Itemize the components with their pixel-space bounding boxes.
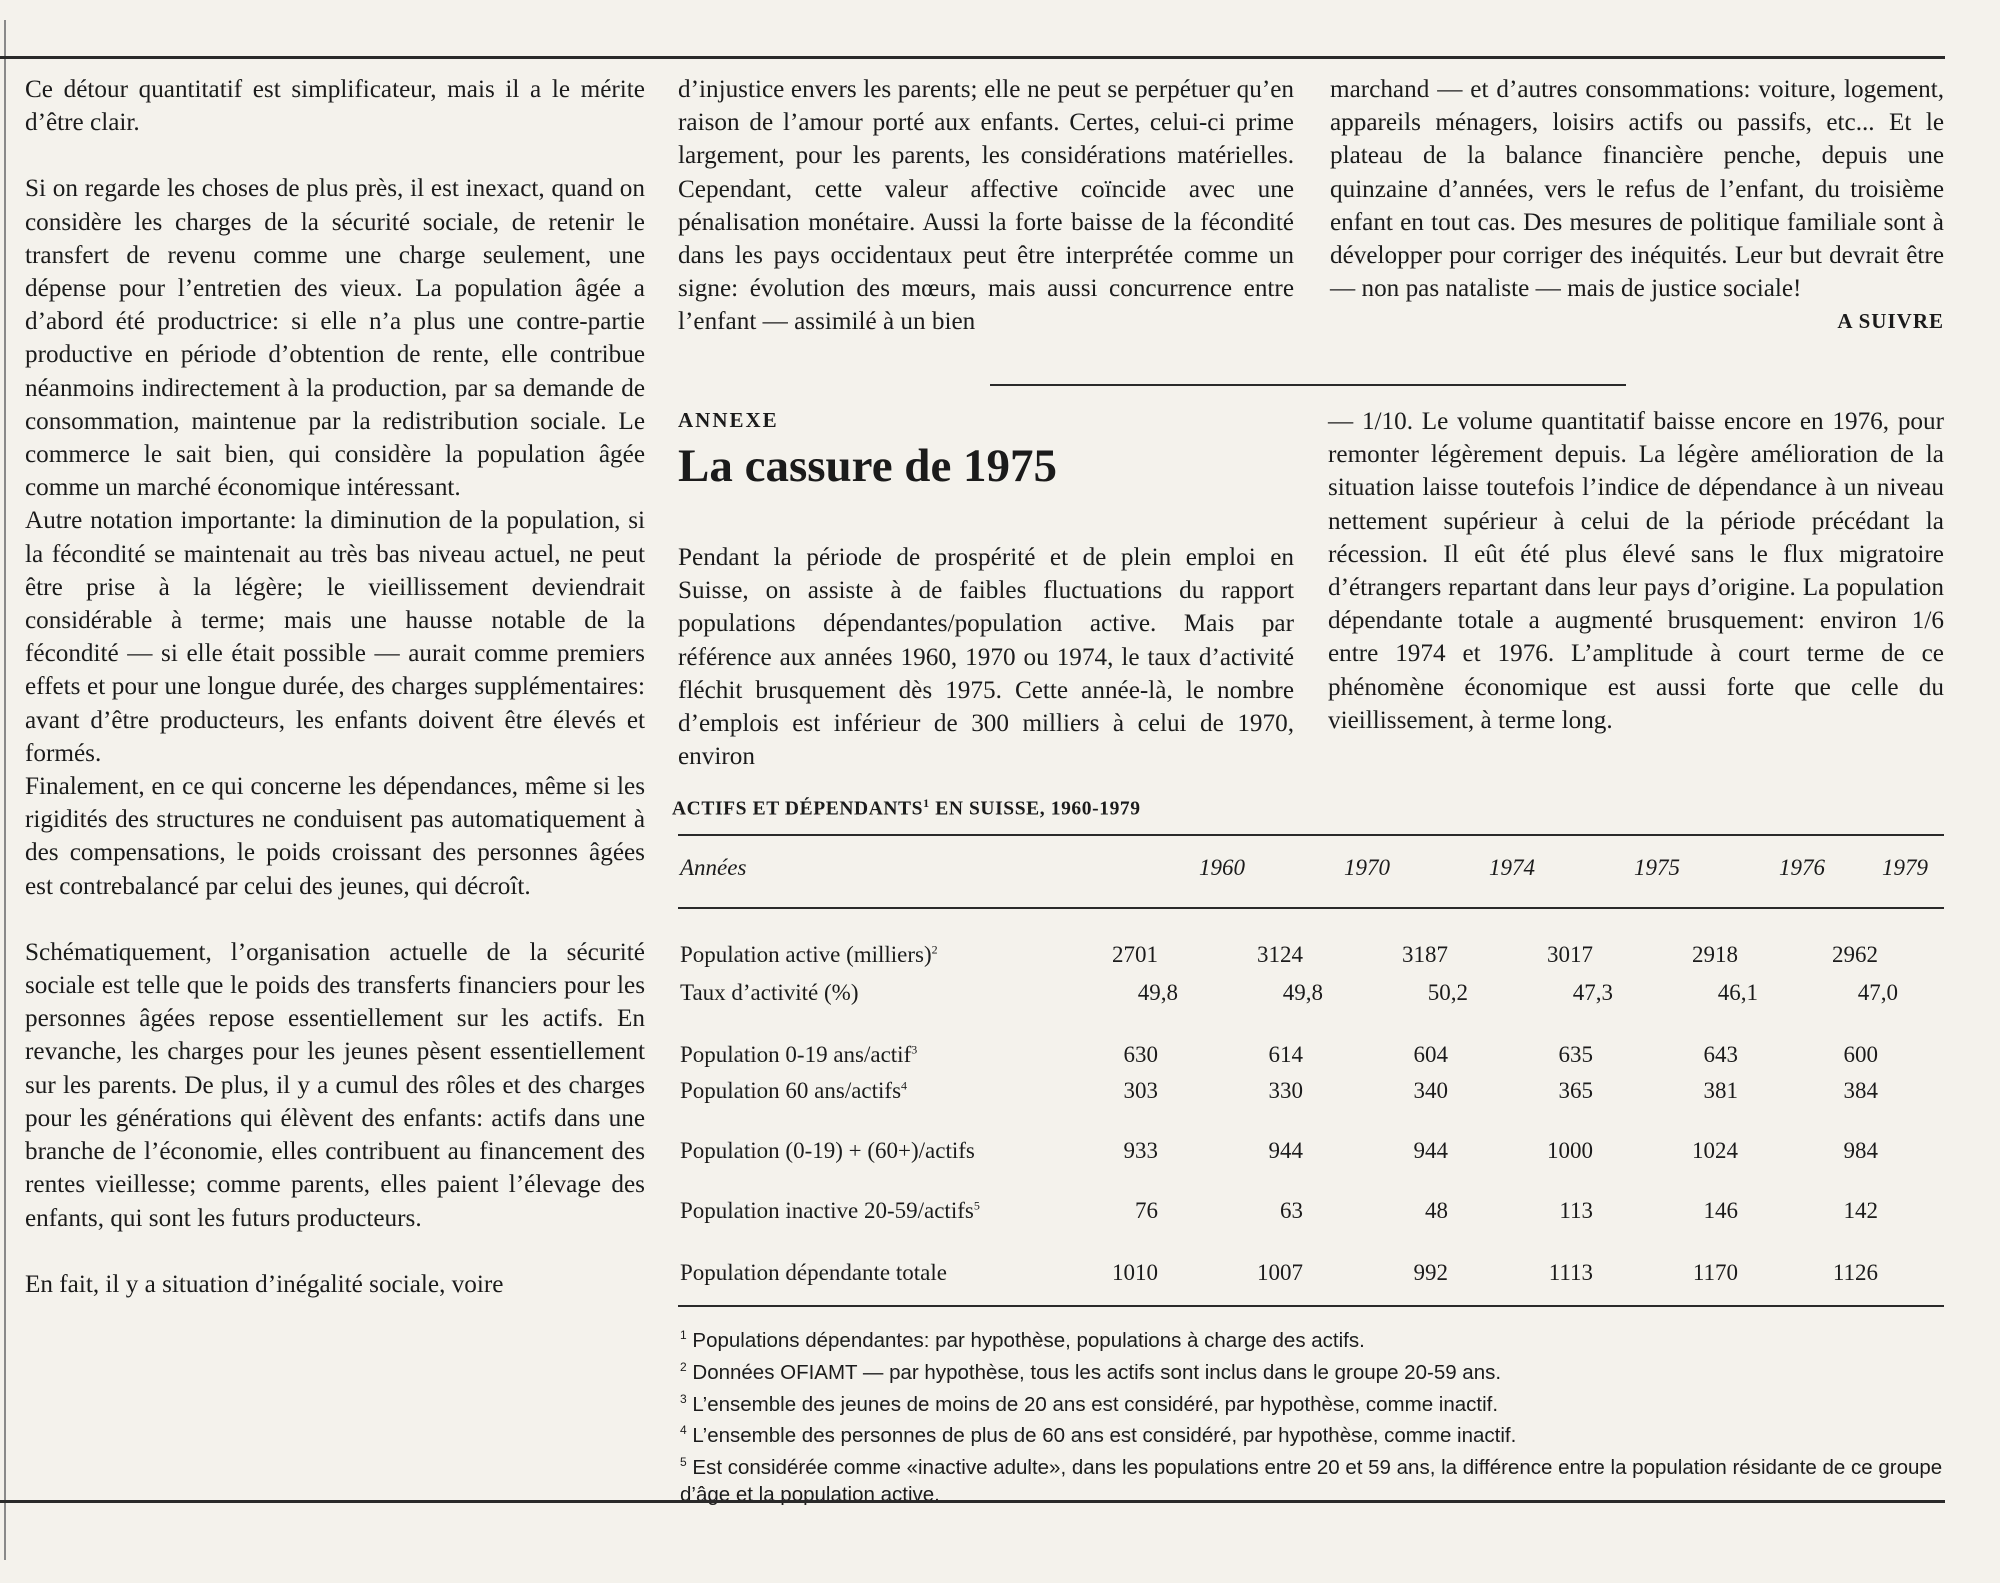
cell-value: 1024	[1692, 1138, 1738, 1163]
paragraph: En fait, il y a situation d’inégalité sociale, voire	[25, 1270, 504, 1298]
cell-value: 76	[1135, 1198, 1158, 1223]
cell-value: 3187	[1402, 942, 1448, 967]
cell-value: 1170	[1692, 1260, 1738, 1285]
cell-value: 46,1	[1717, 980, 1758, 1005]
cell-value: 146	[1703, 1198, 1738, 1223]
cell-value: 47,0	[1857, 980, 1898, 1005]
cell-value: 3124	[1257, 942, 1303, 967]
cell-value: 47,3	[1572, 980, 1613, 1005]
paragraph: Ce détour quantitatif est simplificateur, mais il a le mérite d’être clair.	[25, 76, 645, 137]
cell-value: 365	[1558, 1078, 1593, 1103]
table-title-sub: EN SUISSE, 1960-1979	[929, 798, 1141, 820]
table-bottom-rule	[678, 1305, 1944, 1307]
cell-value: 1126	[1832, 1260, 1878, 1285]
annexe-title: La cassure de 1975	[678, 440, 1058, 492]
cell-value: 49,8	[1137, 980, 1178, 1005]
year-header: 1960	[1199, 855, 1245, 880]
table-row	[680, 1198, 1946, 1232]
cell-value: 340	[1413, 1078, 1448, 1103]
table-row	[680, 980, 1946, 1014]
footnotes	[680, 1322, 1950, 1508]
table-row	[680, 1138, 1946, 1172]
cell-value: 1000	[1547, 1138, 1593, 1163]
footnote: $^3$ L’ensemble des jeunes de moins de 20 ans est considéré, par hypothèse, comme inactif.	[680, 1391, 1499, 1416]
cell-value: 384	[1843, 1078, 1878, 1103]
row-label: Population dépendante totale	[680, 1260, 947, 1285]
cell-value: 2962	[1832, 942, 1878, 967]
paragraph: marchand — et d’autres consommations: voiture, logement, appareils ménagers, loisirs actifs ou passifs, etc... Et le plateau de la balance financière penche, depuis une quinzaine d’années, vers le refus de l’enfant, du troisième enfant en tout cas. Des mesures de politique familiale sont à développer pour corriger des inéquités. Leur but devrait être — non pas nataliste — mais de justice sociale!	[1330, 76, 1944, 303]
table-row	[680, 942, 1946, 976]
cell-value: 614	[1268, 1042, 1303, 1067]
cell-value: 1007	[1257, 1260, 1303, 1285]
cell-value: 3017	[1547, 942, 1593, 967]
cell-value: 944	[1268, 1138, 1303, 1163]
top-rule	[0, 56, 1945, 59]
bottom-rule	[0, 1500, 1945, 1503]
table-title	[672, 796, 1141, 821]
year-header: 1974	[1489, 855, 1535, 880]
paragraph: d’injustice envers les parents; elle ne peut se perpétuer qu’en raison de l’amour porté aux enfants. Certes, celui-ci prime largement, pour les parents, les considérations matérielles. Cependant, cette valeur affective coïncide avec une pénalisation monétaire. Aussi la forte baisse de la fécondité dans les pays occidentaux peut être interprétée comme un signe: évolution des mœurs, mais aussi concurrence entre l’enfant — assimilé à un bien	[678, 76, 1294, 336]
cell-value: 63	[1280, 1198, 1303, 1223]
annexe-left-text	[678, 541, 1294, 773]
left-column	[25, 73, 645, 1301]
row-label: Population (0-19) + (60+)/actifs	[680, 1138, 975, 1163]
table-row	[680, 1078, 1946, 1112]
table-title-footnote: 1	[923, 796, 930, 810]
row-label: Population 0-19 ans/actif$^3$	[680, 1042, 918, 1067]
cell-value: 600	[1843, 1042, 1878, 1067]
cell-value: 984	[1843, 1138, 1878, 1163]
paragraph: Si on regarde les choses de plus près, il est inexact, quand on considère les charges de la sécurité sociale, de retenir le transfert de revenu comme une charge seulement, une dépense pour l’entretien des vieux. La population âgée a d’abord été productrice: si elle n’a plus une contre-partie productive en période d’obtention de rente, elle contribue néanmoins indirectement à la production, par sa demande de consommation, maintenue par la redistribution sociale. Le commerce le sait bien, qui considère la population âgée comme un marché économique intéressant.	[25, 175, 645, 502]
table-title-main: ACTIFS ET DÉPENDANTS	[672, 798, 924, 820]
cell-value: 933	[1123, 1138, 1158, 1163]
cell-value: 2701	[1112, 942, 1158, 967]
footnote: $^4$ L’ensemble des personnes de plus de 60 ans est considéré, par hypothèse, comme inactif.	[680, 1423, 1517, 1448]
cell-value: 630	[1123, 1042, 1158, 1067]
footnote: $^2$ Données OFIAMT — par hypothèse, tous les actifs sont inclus dans le groupe 20-59 ans.	[680, 1359, 1502, 1384]
row-label: Population active (milliers)$^2$	[680, 942, 938, 967]
paragraph: Pendant la période de prospérité et de plein emploi en Suisse, on assiste à de faibles fluctuations du rapport populations dépendantes/population active. Mais par référence aux années 1960, 1970 ou 1974, le taux d’activité fléchit brusquement dès 1975. Cette année-là, le nombre d’emplois est inférieur de 300 milliers à celui de 1970, environ	[678, 544, 1294, 771]
footnote: $^1$ Populations dépendantes: par hypothèse, populations à charge des actifs.	[680, 1328, 1365, 1352]
cell-value: 49,8	[1282, 980, 1323, 1005]
table-row	[680, 1260, 1946, 1294]
cell-value: 113	[1559, 1198, 1593, 1223]
row-label: Population 60 ans/actifs$^4$	[680, 1078, 908, 1103]
cell-value: 142	[1843, 1198, 1878, 1223]
paragraph: Finalement, en ce qui concerne les dépendances, même si les rigidités des structures ne conduisent pas automatiquement à des compensations, le poids croissant des personnes âgées est contrebalancé par celui des jeunes, qui décroît.	[25, 773, 645, 900]
cell-value: 50,2	[1427, 980, 1468, 1005]
cell-value: 1113	[1548, 1260, 1593, 1285]
paragraph: — 1/10. Le volume quantitatif baisse encore en 1976, pour remonter légèrement depuis. La légère amélioration de la situation laisse toutefois l’indice de dépendance à un niveau nettement supérieur à celui de la période précédant la récession. Il eût été plus élevé sans le flux migratoire d’étrangers repartant dans leur pays d’origine. La population dépendante totale a augmenté brusquement: environ 1/6 entre 1974 et 1976. L’amplitude à court terme de ce phénomène économique est aussi forte que celle du vieillissement, à terme long.	[1328, 408, 1944, 734]
cell-value: 2918	[1692, 942, 1738, 967]
table-row	[680, 1042, 1946, 1076]
annexe-label: ANNEXE	[678, 408, 779, 432]
a-suivre: A SUIVRE	[1837, 309, 1944, 334]
cell-value: 992	[1413, 1260, 1448, 1285]
year-header: 1970	[1344, 855, 1390, 880]
year-header: 1975	[1634, 855, 1680, 880]
middle-column-top	[678, 73, 1294, 339]
cell-value: 48	[1425, 1198, 1448, 1223]
cell-value: 604	[1413, 1042, 1448, 1067]
year-header: 1976	[1779, 855, 1825, 880]
paragraph: Autre notation importante: la diminution de la population, si la fécondité se maintenait au très bas niveau actuel, ne peut être prise à la légère; le vieillissement deviendrait considérable à terme; mais une hausse notable de la fécondité — si elle était possible — aurait comme premiers effets et pour une longue durée, des charges supplémentaires: avant d’être producteurs, les enfants doivent être élevés et formés.	[25, 507, 645, 767]
page-edge	[4, 20, 6, 1560]
paragraph: Schématiquement, l’organisation actuelle de la sécurité sociale est telle que le poids des transferts financiers pour les personnes âgées repose essentiellement sur les actifs. En revanche, les charges pour les jeunes pèsent essentiellement sur les parents. De plus, il y a cumul des rôles et des charges pour les générations qui élèvent des enfants: actifs dans une branche de l’économie, elles contribuent au financement des rentes vieillesse; comme parents, elles paient l’élevage des enfants, qui sont les futurs producteurs.	[25, 938, 645, 1232]
cell-value: 643	[1703, 1042, 1738, 1067]
year-header: 1979	[1882, 855, 1928, 880]
section-divider	[990, 384, 1626, 386]
table-header-row	[680, 855, 1946, 889]
cell-value: 381	[1703, 1078, 1738, 1103]
table-top-rule	[678, 834, 1944, 836]
header-label: Années	[680, 855, 747, 880]
right-column-top	[1330, 73, 1944, 339]
cell-value: 944	[1413, 1138, 1448, 1163]
footnote: $^5$ Est considérée comme «inactive adulte», dans les populations entre 20 et 59 ans, la différence entre la population résidante de ce groupe d’âge et la population active.	[680, 1455, 1943, 1507]
annexe-right-text	[1328, 405, 1944, 737]
cell-value: 635	[1558, 1042, 1593, 1067]
cell-value: 303	[1123, 1078, 1158, 1103]
table-header-rule	[678, 907, 1944, 909]
row-label: Population inactive 20-59/actifs$^5$	[680, 1198, 980, 1223]
cell-value: 1010	[1112, 1260, 1158, 1285]
cell-value: 330	[1268, 1078, 1303, 1103]
row-label: Taux d’activité (%)	[680, 980, 859, 1005]
